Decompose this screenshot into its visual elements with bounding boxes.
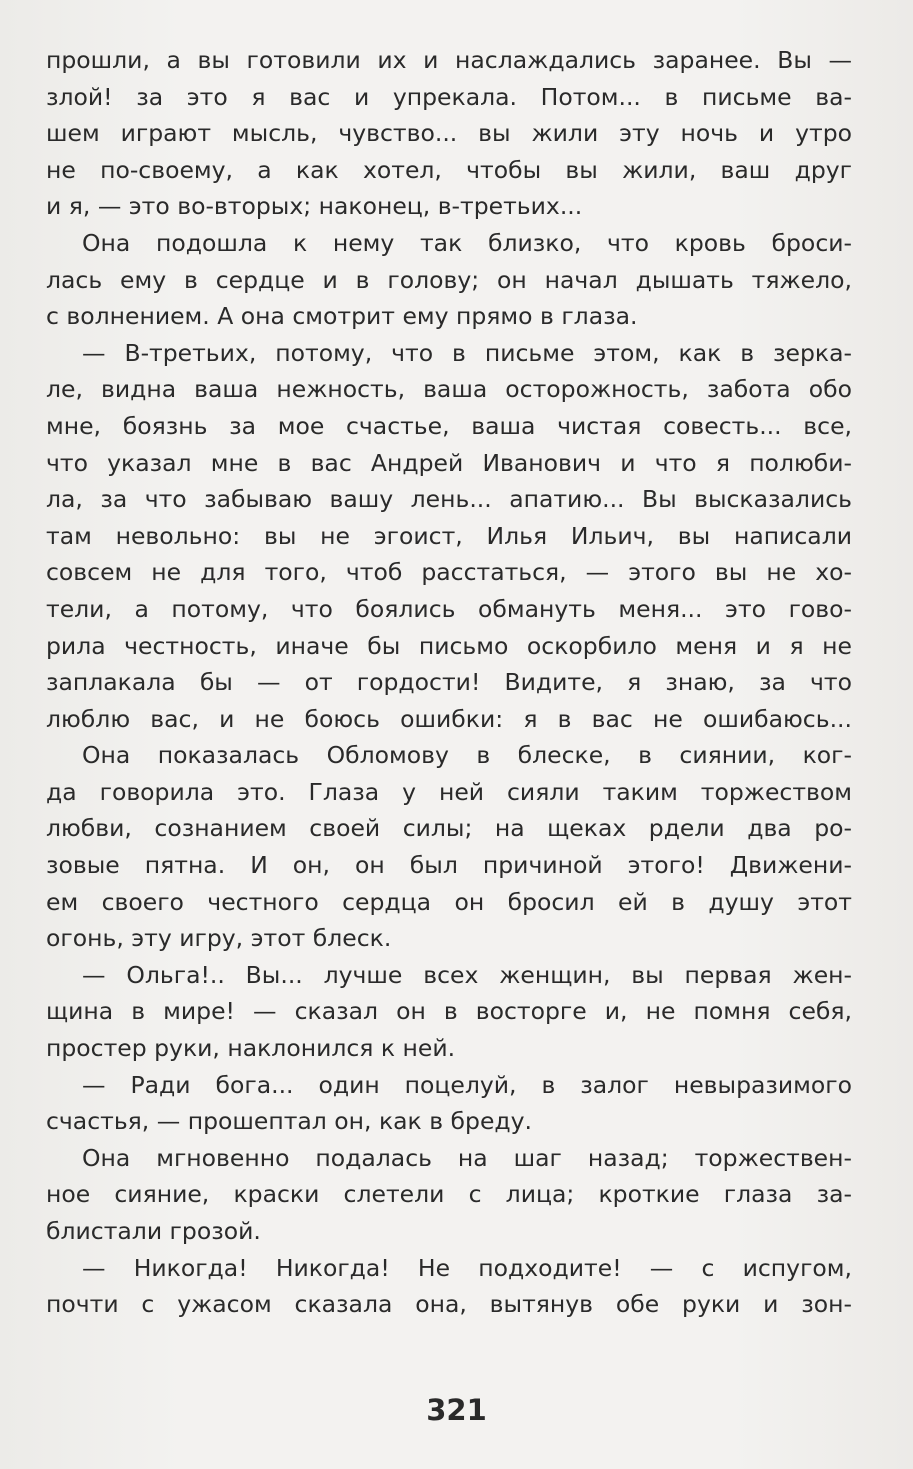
text-line: огонь, эту игру, этот блеск. (46, 924, 392, 953)
text-line: ла, за что забываю вашу лень... апатию... Вы высказались (46, 485, 852, 514)
text-line: — Ольга!.. Вы... лучше всех женщин, вы первая жен- (82, 960, 852, 989)
text-line: Она подошла к нему так близко, что кровь броси- (82, 228, 852, 257)
text-line: тели, а потому, что боялись обмануть меня... это гово- (46, 594, 852, 623)
text-line: люблю вас, и не боюсь ошибки: я в вас не ошибаюсь... (46, 704, 852, 733)
text-line: ле, видна ваша нежность, ваша осторожность, забота обо (46, 375, 852, 404)
text-line: лась ему в сердце и в голову; он начал дышать тяжело, (46, 265, 852, 294)
text-line: щина в мире! — сказал он в восторге и, не помня себя, (46, 997, 852, 1026)
text-line: и я, — это во-вторых; наконец, в-третьих... (46, 192, 583, 221)
text-line: мне, боязнь за мое счастье, ваша чистая совесть... все, (46, 411, 852, 440)
text-line: прошли, а вы готовили их и наслаждались заранее. Вы — (46, 46, 852, 74)
text-line: Она показалась Обломову в блеске, в сиянии, ког- (82, 741, 852, 770)
text-line: — Ради бога... один поцелуй, в залог невыразимого (82, 1070, 852, 1099)
text-line: — В-третьих, потому, что в письме этом, как в зерка- (82, 338, 852, 367)
text-line: да говорила это. Глаза у ней сияли таким торжеством (46, 777, 852, 806)
text-line: счастья, — прошептал он, как в бреду. (46, 1107, 533, 1136)
text-line: заплакала бы — от гордости! Видите, я знаю, за что (46, 668, 852, 697)
text-line: Она мгновенно подалась на шаг назад; торжествен- (82, 1143, 852, 1172)
text-line: там невольно: вы не эгоист, Илья Ильич, вы написали (46, 521, 852, 550)
text-line: совсем не для того, чтоб расстаться, — этого вы не хо- (46, 558, 852, 587)
text-line: ное сияние, краски слетели с лица; кроткие глаза за- (46, 1180, 852, 1209)
text-line: что указал мне в вас Андрей Иванович и что я полюби- (46, 448, 852, 477)
text-line: не по-своему, а как хотел, чтобы вы жили, ваш друг (46, 155, 852, 184)
text-line: с волнением. А она смотрит ему прямо в глаза. (46, 302, 638, 331)
text-line: злой! за это я вас и упрекала. Потом... в письме ва- (46, 82, 852, 111)
text-line: почти с ужасом сказала она, вытянув обе руки и зон- (46, 1290, 852, 1319)
text-line: простер руки, наклонился к ней. (46, 1034, 456, 1063)
text-line: — Никогда! Никогда! Не подходите! — с испугом, (82, 1253, 852, 1282)
text-line: блистали грозой. (46, 1217, 261, 1245)
text-line: зовые пятна. И он, он был причиной этого! Движени- (46, 851, 852, 880)
page-number: 321 (426, 1393, 487, 1427)
text-line: ем своего честного сердца он бросил ей в душу этот (46, 887, 852, 916)
body-text (46, 42, 852, 1323)
text-line: шем играют мысль, чувство... вы жили эту ночь и утро (46, 119, 852, 148)
text-line: любви, сознанием своей силы; на щеках рдели два ро- (46, 814, 852, 843)
text-line: рила честность, иначе бы письмо оскорбило меня и я не (46, 631, 852, 660)
